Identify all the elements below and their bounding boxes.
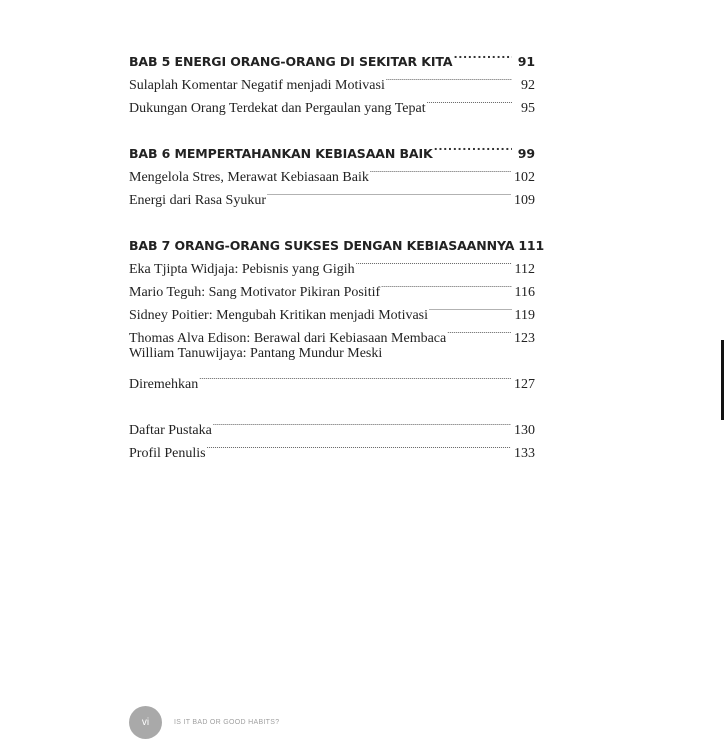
dot-leader	[381, 273, 511, 296]
folio-number: vi	[141, 717, 150, 728]
page-number: 112	[514, 262, 535, 277]
page-number: 123	[514, 331, 535, 346]
page-number: 91	[517, 54, 535, 69]
toc-chapter-heading	[129, 43, 535, 69]
entry-title: Daftar Pustaka	[129, 423, 212, 438]
page-number: 99	[517, 146, 535, 161]
chapter-title: BAB 5 ENERGI ORANG-ORANG DI SEKITAR KITA	[129, 54, 453, 69]
entry-title: Sulaplah Komentar Negatif menjadi Motivasi	[129, 78, 385, 93]
toc-chapter-heading	[129, 135, 535, 161]
page-number: 119	[514, 308, 535, 323]
toc-entry-first-line	[129, 342, 535, 365]
page-number: 116	[514, 285, 535, 300]
dot-leader	[213, 411, 511, 434]
toc-chapter-heading	[129, 227, 545, 253]
table-of-contents	[129, 43, 545, 461]
entry-title: Energi dari Rasa Syukur	[129, 193, 266, 208]
page-number: 111	[518, 238, 545, 253]
dot-leader	[207, 434, 511, 457]
dot-leader	[427, 89, 512, 112]
page-number: 130	[514, 423, 535, 438]
toc-entry	[129, 411, 535, 438]
entry-title-continued: Diremehkan	[129, 377, 199, 392]
dot-leader	[370, 158, 511, 181]
entry-title: Mario Teguh: Sang Motivator Pikiran Positif	[129, 285, 381, 300]
page-number: 95	[521, 101, 535, 116]
page-number: 102	[514, 170, 535, 185]
entry-title: Sidney Poitier: Mengubah Kritikan menjadi Motivasi	[129, 308, 429, 323]
dot-leader	[447, 319, 511, 342]
entry-title: Profil Penulis	[129, 446, 206, 461]
folio-badge	[129, 706, 162, 739]
dot-leader	[199, 365, 511, 388]
page-number: 92	[521, 78, 535, 93]
entry-title: Dukungan Orang Terdekat dan Pergaulan yang Tepat	[129, 101, 426, 116]
page-footer	[129, 706, 279, 739]
dot-leader	[453, 43, 512, 66]
dot-leader	[434, 135, 512, 158]
entry-title: William Tanuwijaya: Pantang Mundur Meski	[129, 346, 383, 361]
chapter-title: BAB 6 MEMPERTAHANKAN KEBIASAAN BAIK	[129, 146, 433, 161]
entry-title: Mengelola Stres, Merawat Kebiasaan Baik	[129, 170, 369, 185]
entry-title: Eka Tjipta Widjaja: Pebisnis yang Gigih	[129, 262, 355, 277]
dot-leader	[429, 296, 511, 319]
page-number: 109	[514, 193, 535, 208]
page-number: 133	[514, 446, 535, 461]
toc-entry	[129, 365, 535, 392]
dot-leader	[356, 250, 512, 273]
running-title: IS IT BAD OR GOOD HABITS?	[174, 719, 280, 726]
page-number: 127	[514, 377, 535, 392]
chapter-title: BAB 7 ORANG-ORANG SUKSES DENGAN KEBIASAANNYA	[129, 238, 515, 253]
dot-leader	[386, 66, 512, 89]
dot-leader	[267, 181, 511, 204]
entry-title: Thomas Alva Edison: Berawal dari Kebiasaan Membaca	[129, 331, 447, 346]
